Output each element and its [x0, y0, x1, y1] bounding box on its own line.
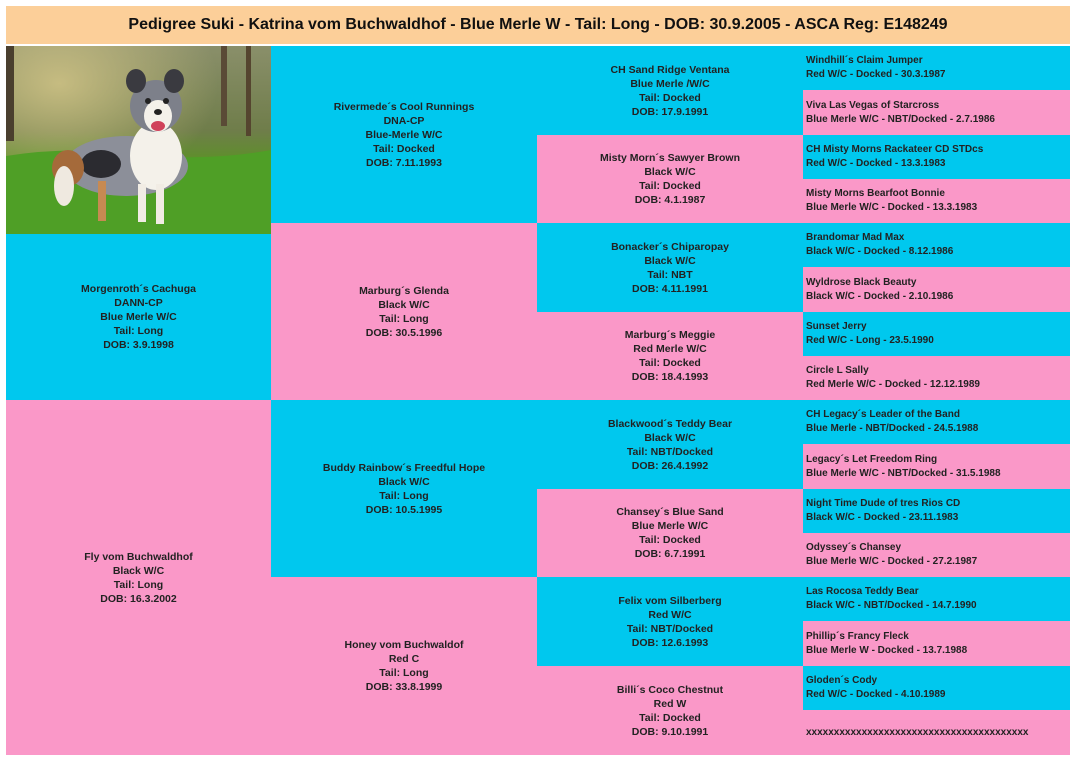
- sire-cell: [6, 234, 271, 400]
- ancestor-name: Honey vom Buchwaldof: [344, 639, 464, 651]
- gen3-cell: [537, 400, 803, 489]
- gen2-cell: [271, 400, 537, 577]
- ancestor-line: Tail: Docked: [639, 711, 701, 724]
- gen3-cell: [537, 223, 803, 312]
- ancestor-info: Red W/C - Long - 23.5.1990: [806, 335, 934, 346]
- ancestor-line: DOB: 18.4.1993: [631, 371, 709, 383]
- ancestor-name: Las Rocosa Teddy Bear: [806, 586, 919, 597]
- ancestor-line: Red Merle W/C: [633, 343, 707, 355]
- ancestor-name: Rivermede´s Cool Runnings: [333, 100, 475, 113]
- ancestor-name: Chansey´s Blue Sand: [616, 506, 724, 518]
- ancestor-info: Blue Merle W - Docked - 13.7.1988: [806, 644, 968, 656]
- ancestor-line: Tail: NBT/Docked: [626, 622, 714, 635]
- gen3-cell: [537, 666, 803, 755]
- ancestor-name: Windhill´s Claim Jumper: [806, 55, 923, 66]
- sire-name: Morgenroth´s Cachuga: [81, 283, 196, 295]
- ancestor-name: CH Misty Morns Rackateer CD STDcs: [806, 144, 984, 155]
- page-title: Pedigree Suki - Katrina vom Buchwaldhof - Blue Merle W - Tail: Long - DOB: 30.9.2005 - ASCA Reg: E148249: [6, 6, 1070, 44]
- ancestor-info: Blue Merle - NBT/Docked - 24.5.1988: [806, 423, 979, 434]
- gen4-cell: [803, 267, 1070, 312]
- ancestor-info: Black W/C - Docked - 2.10.1986: [806, 290, 954, 302]
- sire-line: DANN-CP: [114, 297, 163, 309]
- ancestor-line: Black W/C: [644, 431, 696, 444]
- ancestor-name: Buddy Rainbow´s Freedful Hope: [322, 461, 486, 474]
- gen4-cell: [803, 444, 1070, 489]
- dog-photo: [6, 46, 271, 234]
- dam-cell: [6, 400, 271, 755]
- ancestor-line: DNA-CP: [383, 114, 425, 127]
- gen3-cell: [537, 312, 803, 400]
- ancestor-name: CH Sand Ridge Ventana: [610, 63, 730, 76]
- ancestor-info: Red W/C - Docked - 4.10.1989: [806, 689, 946, 700]
- ancestor-line: Blue Merle W/C: [631, 520, 709, 532]
- ancestor-line: DOB: 17.9.1991: [631, 105, 709, 118]
- ancestor-name: Phillip´s Francy Fleck: [806, 630, 909, 642]
- ancestor-line: Tail: NBT/Docked: [626, 445, 714, 458]
- ancestor-name: Felix vom Silberberg: [618, 594, 722, 607]
- ancestor-info: Blue Merle W/C - NBT/Docked - 2.7.1986: [806, 113, 995, 125]
- ancestor-line: Black W/C: [378, 298, 430, 311]
- ancestor-line: Black W/C: [644, 166, 696, 178]
- gen3-cell: [537, 577, 803, 666]
- dam-line: Tail: Long: [113, 578, 164, 591]
- ancestor-name: Blackwood´s Teddy Bear: [607, 417, 733, 430]
- ancestor-line: DOB: 4.1.1987: [634, 194, 706, 206]
- gen4-cell: [803, 223, 1070, 267]
- ancestor-line: Tail: Long: [379, 489, 429, 502]
- ancestor-name: Odyssey´s Chansey: [806, 542, 902, 553]
- gen4-cell: [803, 621, 1070, 666]
- gen3-cell: [537, 489, 803, 577]
- gen2-cell: [271, 577, 537, 755]
- ancestor-name: xxxxxxxxxxxxxxxxxxxxxxxxxxxxxxxxxxxxxxxx: [806, 726, 1029, 738]
- ancestor-line: Tail: Docked: [639, 357, 701, 369]
- ancestor-name: Legacy´s Let Freedom Ring: [806, 453, 938, 465]
- dam-line: DOB: 16.3.2002: [100, 592, 177, 605]
- ancestor-info: Red W/C - Docked - 13.3.1983: [806, 158, 946, 169]
- gen4-cell: [803, 135, 1070, 179]
- gen2-cell: [271, 223, 537, 400]
- ancestor-line: DOB: 33.8.1999: [365, 681, 443, 693]
- ancestor-line: Black W/C: [378, 475, 430, 488]
- ancestor-line: Tail: Docked: [639, 180, 701, 192]
- ancestor-name: Bonacker´s Chiparopay: [611, 240, 729, 253]
- ancestor-line: Black W/C: [644, 254, 696, 267]
- ancestor-name: Viva Las Vegas of Starcross: [806, 99, 940, 111]
- ancestor-line: DOB: 9.10.1991: [631, 725, 709, 738]
- gen4-cell: [803, 179, 1070, 223]
- dam-name: Fly vom Buchwaldhof: [84, 550, 193, 563]
- ancestor-info: Black W/C - Docked - 8.12.1986: [806, 246, 954, 257]
- ancestor-name: Night Time Dude of tres Rios CD: [806, 498, 961, 509]
- ancestor-line: DOB: 10.5.1995: [365, 503, 443, 516]
- sire-line: DOB: 3.9.1998: [103, 339, 174, 351]
- ancestor-info: Red W/C - Docked - 30.3.1987: [806, 69, 946, 80]
- dam-line: Black W/C: [112, 564, 165, 577]
- gen4-cell: [803, 577, 1070, 621]
- ancestor-line: DOB: 4.11.1991: [632, 282, 708, 295]
- ancestor-line: Tail: Docked: [639, 91, 701, 104]
- gen4-cell: [803, 90, 1070, 135]
- ancestor-name: Sunset Jerry: [806, 321, 867, 332]
- ancestor-info: Black W/C - NBT/Docked - 14.7.1990: [806, 600, 977, 611]
- ancestor-info: Black W/C - Docked - 23.11.1983: [806, 512, 959, 523]
- ancestor-line: Tail: Docked: [639, 534, 701, 546]
- ancestor-name: CH Legacy´s Leader of the Band: [806, 409, 960, 420]
- ancestor-name: Misty Morns Bearfoot Bonnie: [806, 188, 945, 199]
- ancestor-name: Marburg´s Meggie: [624, 329, 716, 341]
- ancestor-line: DOB: 26.4.1992: [631, 459, 709, 472]
- ancestor-name: Brandomar Mad Max: [806, 232, 905, 243]
- ancestor-line: DOB: 6.7.1991: [634, 548, 706, 560]
- ancestor-line: Tail: Long: [379, 312, 429, 325]
- ancestor-line: DOB: 12.6.1993: [631, 636, 709, 649]
- ancestor-info: Blue Merle W/C - Docked - 27.2.1987: [806, 556, 978, 567]
- sire-line: Blue Merle W/C: [100, 311, 177, 323]
- ancestor-name: Circle L Sally: [806, 365, 869, 376]
- ancestor-name: Misty Morn´s Sawyer Brown: [599, 152, 741, 164]
- ancestor-info: Red Merle W/C - Docked - 12.12.1989: [806, 379, 980, 390]
- ancestor-line: Red C: [388, 653, 420, 665]
- ancestor-line: Blue Merle /W/C: [630, 77, 710, 90]
- ancestor-line: Tail: NBT: [647, 268, 693, 281]
- ancestor-name: Marburg´s Glenda: [359, 284, 449, 297]
- gen4-cell: [803, 533, 1070, 577]
- ancestor-line: DOB: 7.11.1993: [366, 156, 442, 169]
- gen3-cell: [537, 135, 803, 223]
- ancestor-line: DOB: 30.5.1996: [365, 326, 443, 339]
- gen4-cell: [803, 489, 1070, 533]
- ancestor-line: Red W/C: [648, 608, 692, 621]
- gen4-cell: [803, 312, 1070, 356]
- gen4-cell: [803, 400, 1070, 444]
- gen4-cell: [803, 356, 1070, 400]
- ancestor-info: Blue Merle W/C - Docked - 13.3.1983: [806, 202, 978, 213]
- ancestor-name: Wyldrose Black Beauty: [806, 276, 917, 288]
- ancestor-line: Tail: Docked: [373, 142, 435, 155]
- ancestor-name: Gloden´s Cody: [806, 675, 878, 686]
- gen2-cell: [271, 46, 537, 223]
- ancestor-line: Red W: [653, 697, 687, 710]
- ancestor-line: Blue-Merle W/C: [365, 128, 443, 141]
- ancestor-line: Tail: Long: [379, 667, 429, 679]
- gen3-cell: [537, 46, 803, 135]
- gen4-cell: [803, 46, 1070, 90]
- gen4-cell: [803, 666, 1070, 710]
- ancestor-info: Blue Merle W/C - NBT/Docked - 31.5.1988: [806, 467, 1001, 479]
- gen4-cell: [803, 710, 1070, 755]
- ancestor-name: Billi´s Coco Chestnut: [616, 683, 724, 696]
- sire-line: Tail: Long: [113, 325, 164, 337]
